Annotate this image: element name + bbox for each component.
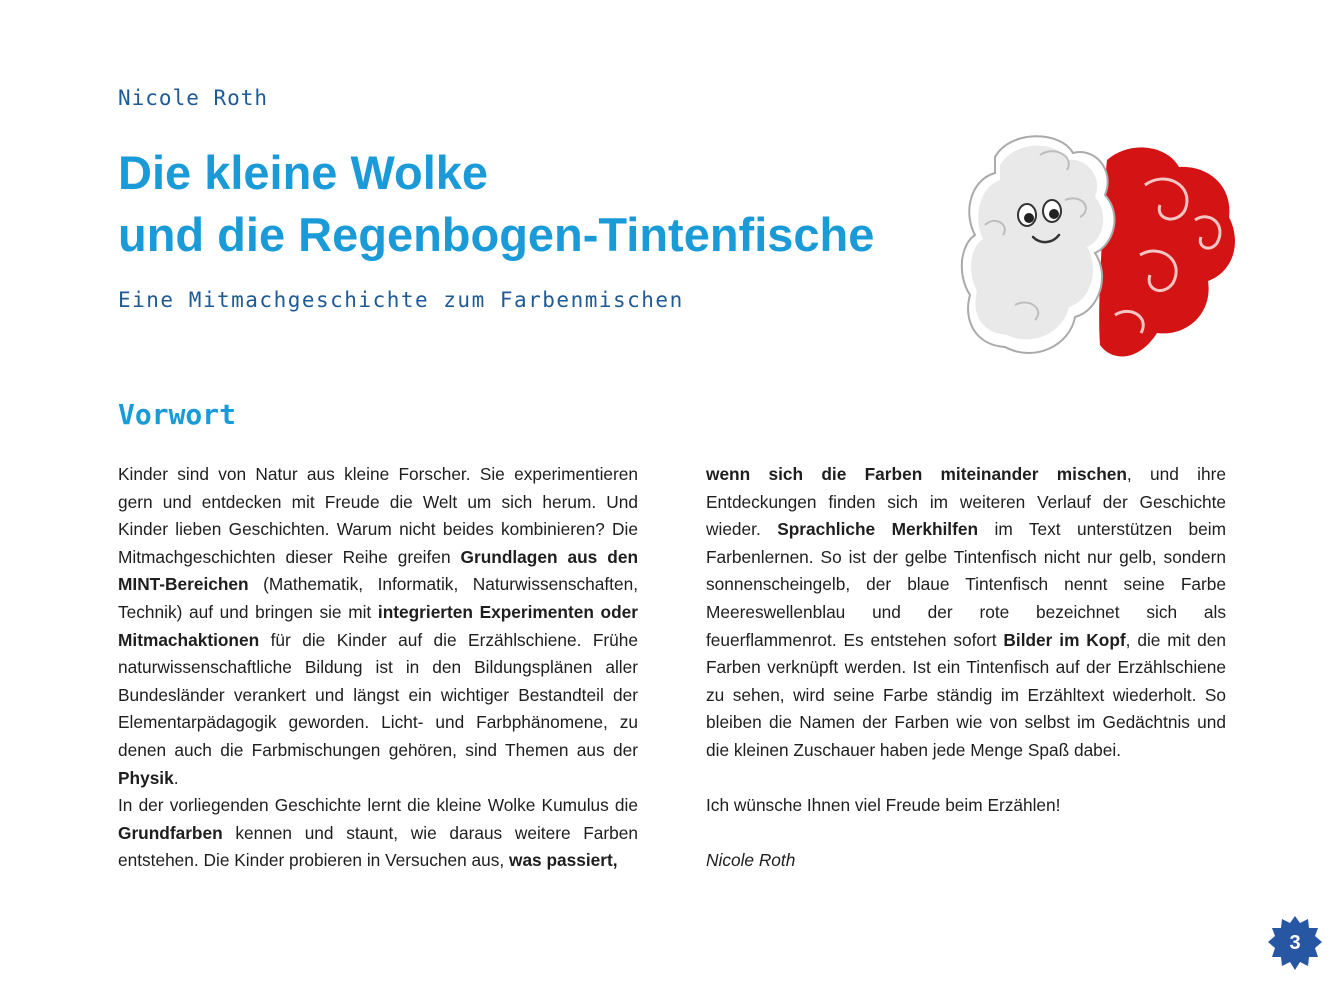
bold-text: Bilder im Kopf — [1003, 629, 1126, 650]
spacer — [706, 765, 1226, 793]
paragraph — [706, 461, 1226, 765]
text-run: . — [173, 767, 179, 788]
text-run: kennen und staunt, wie daraus weitere Farben entstehen. Die Kinder probieren in Versuchen aus, — [118, 822, 638, 871]
paragraph — [118, 461, 638, 792]
bold-text: integrierten Experimenten oder Mitmachaktionen — [118, 601, 638, 650]
text-run: (Mathematik, Informatik, Naturwissenschaften, Technik) auf und bringen sie mit — [118, 574, 638, 622]
text-run: für die Kinder auf die Erzählschiene. Frühe naturwissenschaftliche Bildung ist in den Bildungsplänen aller Bundesländer verankert und längst ein wichtiger Bestandteil der Elementarpädagogik geworden. Licht- und Farbphänomene, zu denen auch die Farbmischungen gehören, sind Themen aus der — [118, 629, 638, 760]
title-line-1: Die kleine Wolke — [118, 146, 489, 199]
paragraph — [118, 792, 638, 875]
title-line-2: und die Regenbogen-Tintenfische — [118, 208, 875, 261]
red-squid-icon — [1089, 138, 1246, 369]
page-title — [118, 142, 918, 266]
subtitle: Eine Mitmachgeschichte zum Farbenmischen — [118, 288, 684, 312]
text-run: , die mit den Farben verknüpft werden. Ist ein Tintenfisch auf der Erzählschiene zu sehen, wird seine Farbe ständig im Erzähltext wiederholt. So bleiben die Namen der Farben wie von selbst im Gedächtnis und die kleinen Zuschauer haben jede Menge Spaß dabei. — [706, 629, 1227, 760]
bold-text: Grundlagen aus den MINT-Bereichen — [118, 546, 638, 595]
section-heading: Vorwort — [118, 398, 237, 431]
text-run: , und ihre Entdeckungen finden sich im weiteren Verlauf der Geschichte wieder. — [706, 464, 1226, 540]
bold-text: Grundfarben — [118, 822, 223, 843]
spacer — [706, 820, 1226, 848]
left-text-column — [118, 461, 638, 875]
page-number: 3 — [1289, 931, 1301, 954]
author-name: Nicole Roth — [118, 86, 269, 110]
text-run: im Text unterstützen beim Farbenlernen. So ist der gelbe Tintenfisch nicht nur gelb, sondern sonnenscheingelb, der blaue Tintenfisch nennt seine Farbe Meereswellenblau und der rote bezeichnet sich als feuerflammenrot. Es entstehen sofort — [706, 519, 1226, 650]
text-run: Kinder sind von Natur aus kleine Forscher. Sie experimentieren gern und entdecken mit Freude die Welt um sich herum. Und Kinder lieben Geschichten. Warum nicht beides kombinieren? Die Mitmachgeschichten dieser Reihe greifen — [118, 464, 638, 567]
illustration — [955, 125, 1255, 380]
closing-paragraph: Ich wünsche Ihnen viel Freude beim Erzählen! — [706, 795, 1061, 816]
right-text-column — [706, 461, 1226, 875]
bold-text: Sprachliche Merkhilfen — [777, 519, 979, 540]
bold-text: wenn sich die Farben miteinander mischen — [706, 464, 1127, 484]
signature: Nicole Roth — [706, 850, 796, 871]
bold-text: Physik — [118, 767, 174, 788]
text-run: In der vorliegenden Geschichte lernt die kleine Wolke Kumulus die — [118, 795, 638, 816]
bold-text: was passiert, — [509, 850, 618, 871]
